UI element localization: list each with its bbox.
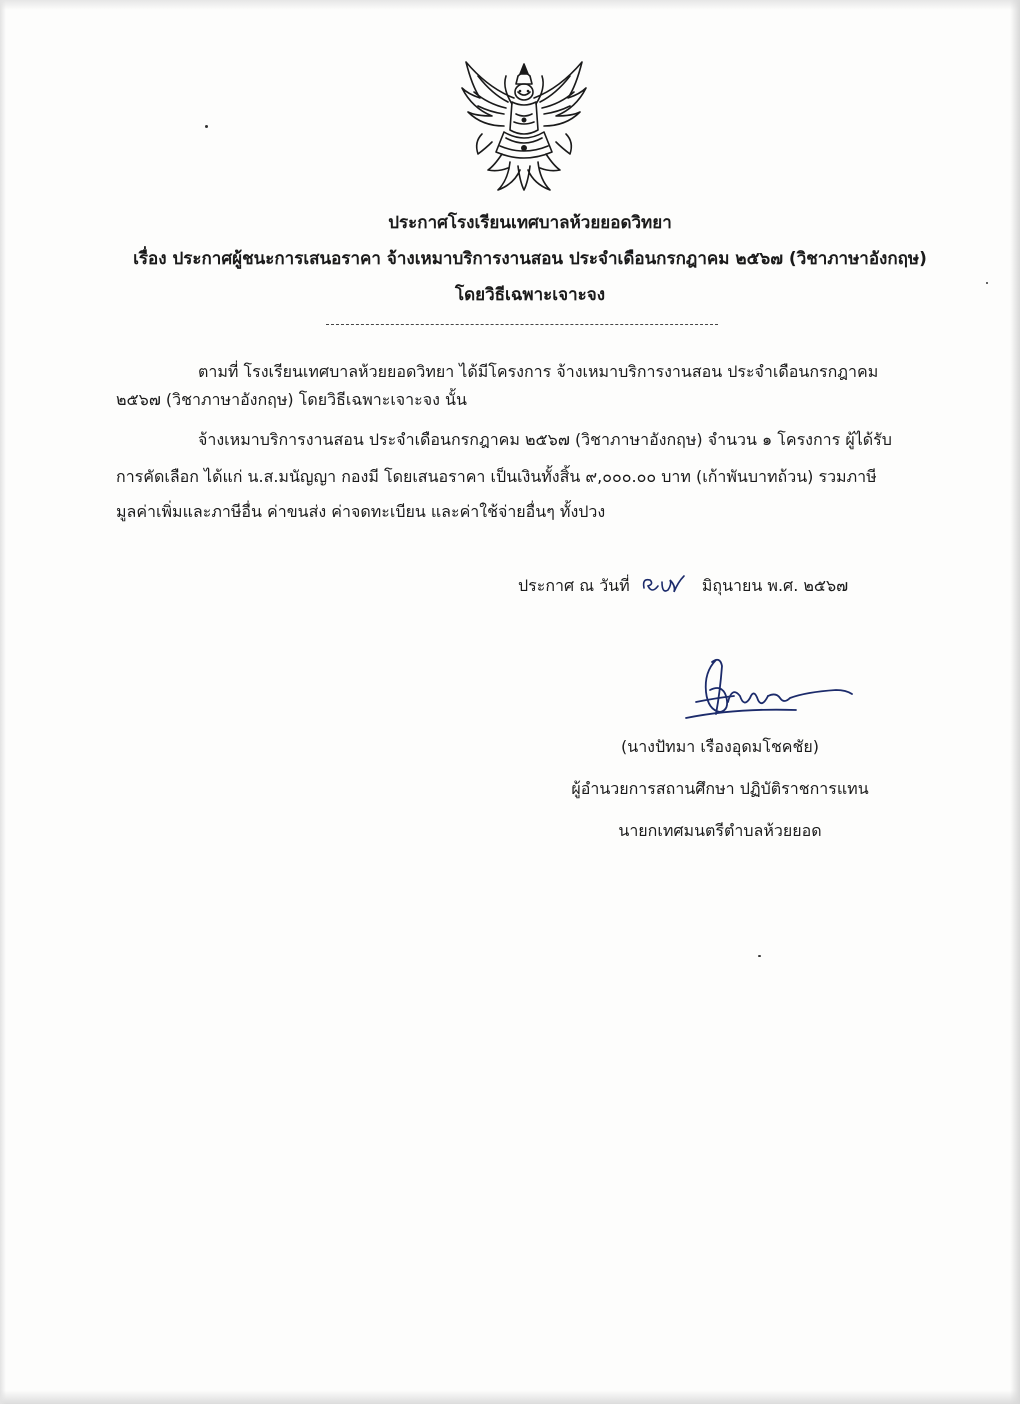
signatory-authority: นายกเทศมนตรีตำบลห้วยยอด	[618, 821, 822, 840]
signatory-name: (นางปัทมา เรืองอุดมโชคชัย)	[621, 737, 819, 756]
paragraph2-line3: มูลค่าเพิ่มและภาษีอื่น ค่าขนส่ง ค่าจดทะเบียน และค่าใช้จ่ายอื่นๆ ทั้งปวง	[116, 502, 606, 521]
paragraph1-line1: ตามที่ โรงเรียนเทศบาลห้วยยอดวิทยา ได้มีโครงการ จ้างเหมาบริการงานสอน ประจำเดือนกรกฎาคม	[198, 362, 879, 381]
scan-edge-bottom	[0, 1390, 1020, 1404]
title-line-subject: เรื่อง ประกาศผู้ชนะการเสนอราคา จ้างเหมาบริการงานสอน ประจำเดือนกรกฎาคม ๒๕๖๗ (วิชาภาษาอังกฤษ)	[133, 249, 927, 269]
scan-edge-left	[0, 0, 6, 1404]
paragraph1-line2: ๒๕๖๗ (วิชาภาษาอังกฤษ) โดยวิธีเฉพาะเจาะจง นั้น	[116, 390, 467, 409]
scan-edge-top	[0, 0, 1020, 10]
scan-speck	[986, 282, 988, 284]
announcement-title	[100, 205, 960, 313]
handwritten-day-icon	[640, 572, 686, 598]
date-prefix: ประกาศ ณ วันที่	[518, 576, 630, 595]
scan-edge-right	[1010, 0, 1020, 1404]
date-suffix: มิถุนายน พ.ศ. ๒๕๖๗	[701, 576, 849, 595]
signatory-position: ผู้อำนวยการสถานศึกษา ปฏิบัติราชการแทน	[571, 779, 869, 798]
garuda-emblem-icon	[458, 58, 590, 194]
signature-icon	[676, 652, 856, 734]
paragraph2-line2: การคัดเลือก ได้แก่ น.ส.มนัญญา กองมี โดยเสนอราคา เป็นเงินทั้งสิ้น ๙,๐๐๐.๐๐ บาท (เก้าพันบาทถ้วน) รวมภาษี	[116, 467, 877, 486]
paragraph2-line1: จ้างเหมาบริการงานสอน ประจำเดือนกรกฎาคม ๒๕๖๗ (วิชาภาษาอังกฤษ) จำนวน ๑ โครงการ ผู้ได้รับ	[198, 430, 892, 449]
scan-speck	[205, 125, 208, 128]
scan-speck	[758, 955, 761, 957]
title-line-method: โดยวิธีเฉพาะเจาะจง	[454, 285, 606, 305]
title-divider	[326, 324, 718, 325]
signatory-block	[540, 726, 900, 852]
title-line-school: ประกาศโรงเรียนเทศบาลห้วยยอดวิทยา	[388, 213, 672, 233]
